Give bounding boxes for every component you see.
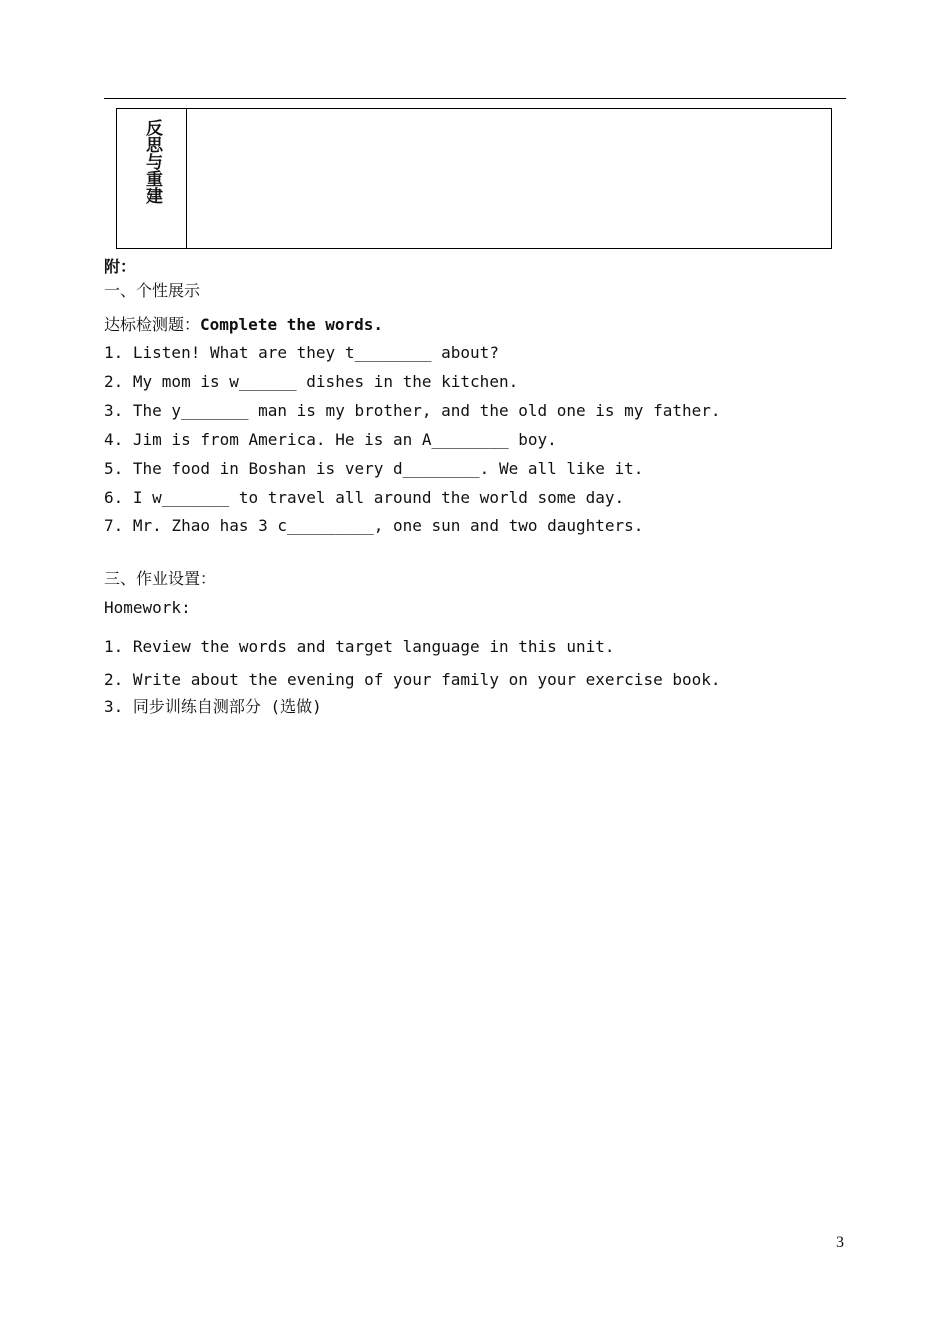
test-item-7: 7. Mr. Zhao has 3 c_________, one sun and two daughters. (104, 516, 644, 535)
page-number: 3 (836, 1234, 844, 1251)
header-rule (104, 98, 846, 99)
homework-item-1: 1. Review the words and target language in this unit. (104, 637, 615, 656)
test-heading-cn: 达标检测题： (104, 315, 201, 334)
reflection-label-cell (117, 109, 187, 248)
homework-item-2: 2. Write about the evening of your family on your exercise book. (104, 670, 721, 689)
test-heading (104, 315, 383, 335)
homework-item-3: 3. 同步训练自测部分 (选做) (104, 697, 322, 716)
test-heading-en: Complete the words. (200, 315, 384, 334)
test-item-4: 4. Jim is from America. He is an A________ boy. (104, 430, 557, 449)
section-personal-display: 一、个性展示 (104, 281, 201, 300)
appendix-title: 附： (104, 257, 137, 276)
test-item-3: 3. The y_______ man is my brother, and the old one is my father. (104, 401, 721, 420)
reflection-table (116, 108, 832, 249)
reflection-label: 反思与重建 (142, 119, 162, 204)
section-homework-title: 三、作业设置： (104, 569, 217, 588)
test-item-2: 2. My mom is w______ dishes in the kitchen. (104, 372, 519, 391)
test-item-1: 1. Listen! What are they t________ about? (104, 343, 499, 362)
test-item-5: 5. The food in Boshan is very d________. We all like it. (104, 459, 644, 478)
reflection-content-cell (187, 109, 831, 248)
test-item-6: 6. I w_______ to travel all around the world some day. (104, 488, 625, 507)
homework-label: Homework: (104, 598, 191, 617)
